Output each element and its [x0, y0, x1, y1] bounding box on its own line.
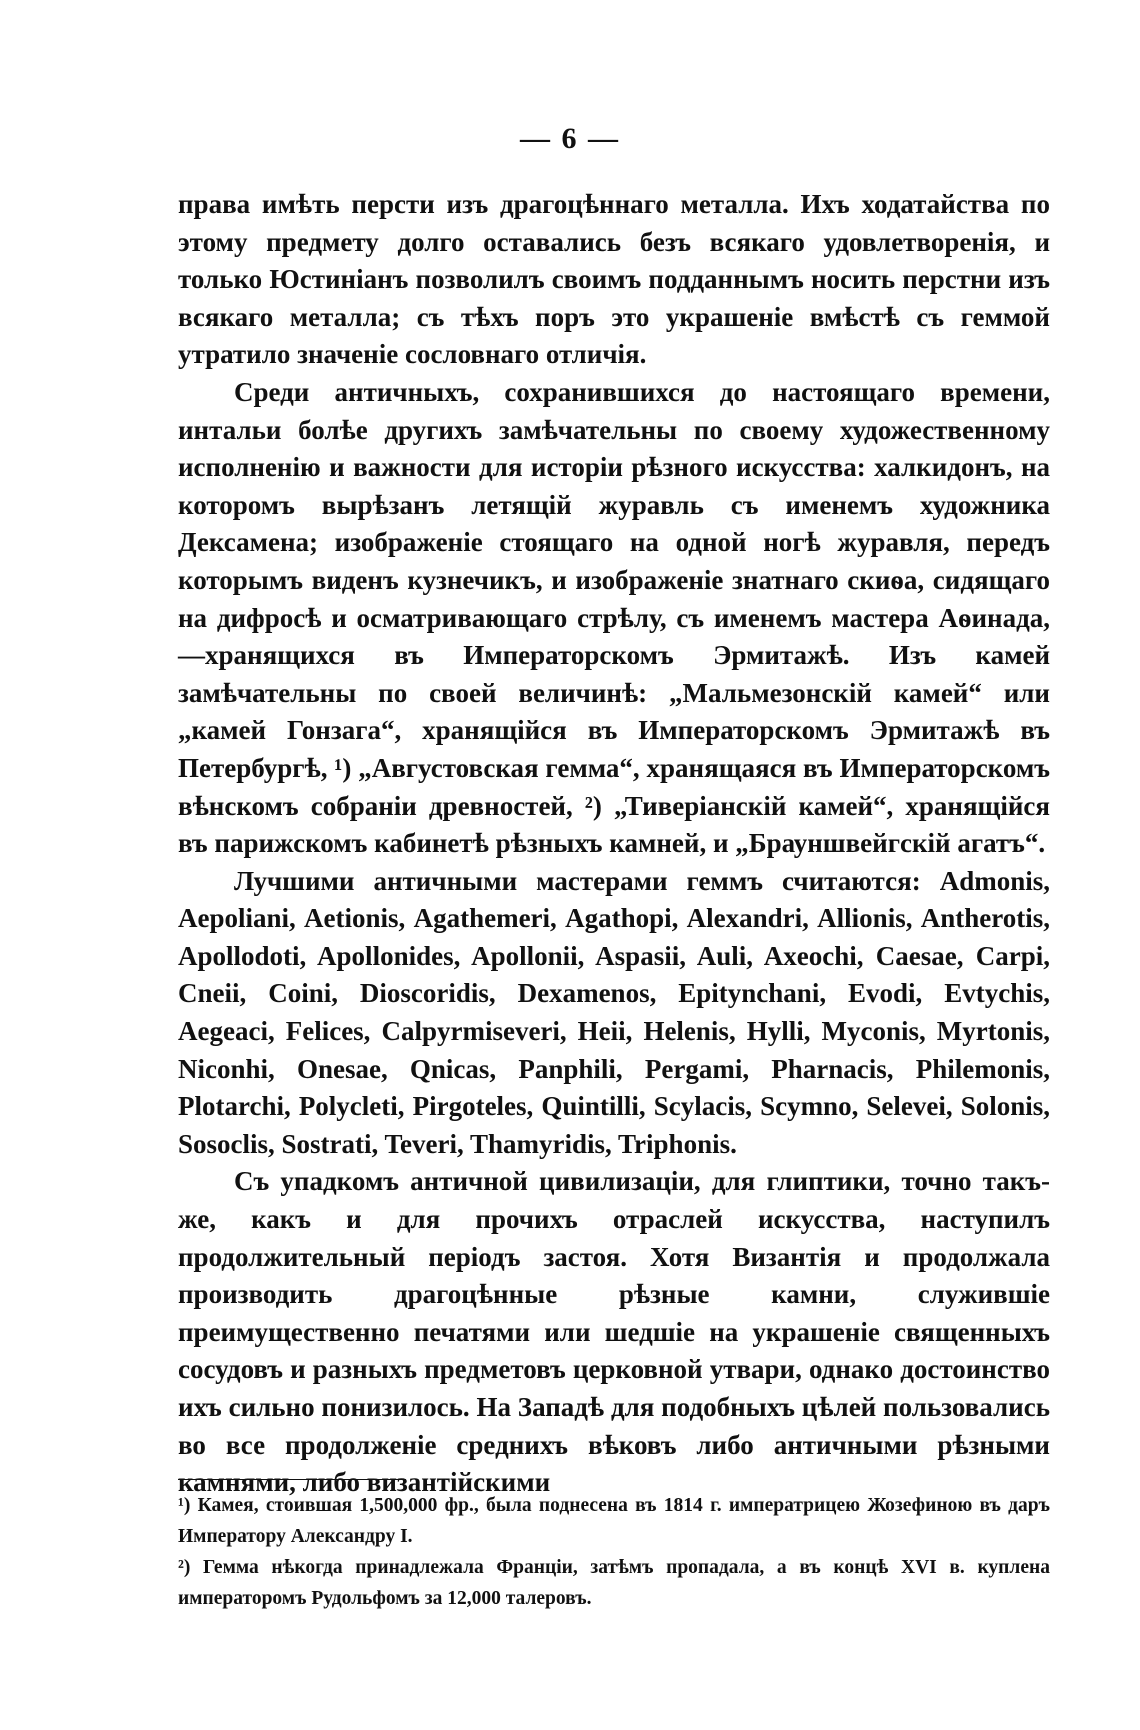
paragraph-1: права имѣть персти изъ драгоцѣннаго металла. Ихъ ходатайства по этому предмету долго оставались безъ всякаго удовлетворенія, и только Юстиніанъ позволилъ своимъ подданнымъ носить перстни изъ всякаго металла; съ тѣхъ поръ это украшеніе вмѣстѣ съ геммой утратило значеніе сословнаго отличія.	[178, 189, 1050, 370]
footnotes	[178, 1490, 1050, 1614]
page-number: — 6 —	[520, 122, 620, 155]
paragraph-3: Лучшими античными мастерами геммъ считаются: Admonis, Aepoliani, Aetionis, Agathemeri, Agathopi, Alexandri, Allionis, Antherotis, Apollodoti, Apollonides, Apollonii, Aspasii, Auli, Axeochi, Caesae, Carpi, Cneii, Coini, Dioscoridis, Dexamenos, Epitynchani, Evodi, Evtychis, Aegeaci, Felices, Calpyrmiseveri, Heii, Helenis, Hylli, Myconis, Myrtonis, Niconhi, Onesae, Qnicas, Panphili, Pergami, Pharnacis, Philemonis, Plotarchi, Polycleti, Pirgoteles, Quintilli, Scylacis, Scymno, Selevei, Solonis, Sosoclis, Sostrati, Teveri, Thamyridis, Triphonis.	[178, 865, 1050, 1159]
footnote-divider	[178, 1479, 406, 1480]
main-text	[178, 186, 1050, 1502]
paragraph-2: Среди античныхъ, сохранившихся до настоящаго времени, интальи болѣе другихъ замѣчательны по своему художественному исполненію и важности для исторіи рѣзного искусства: халкидонъ, на которомъ вырѣзанъ летящій журавль съ именемъ художника Дексамена; изображеніе стоящаго на одной ногѣ журавля, передъ которымъ виденъ кузнечикъ, и изображеніе знатнаго скиѳа, сидящаго на дифросѣ и осматривающаго стрѣлу, съ именемъ мастера Аѳинада,—хранящихся въ Императорскомъ Эрмитажѣ. Изъ камей замѣчательны по своей величинѣ: „Мальмезонскій камей“ или „камей Гонзага“, хранящійся въ Императорскомъ Эрмитажѣ въ Петербургѣ, ¹) „Августовская гемма“, хранящаяся въ Императорскомъ вѣнскомъ собраніи древностей, ²) „Тиверіанскій камей“, хранящійся въ парижскомъ кабинетѣ рѣзныхъ камней, и „Брауншвейгскій агатъ“.	[178, 376, 1050, 859]
footnote-1: ¹) Камея, стоившая 1,500,000 фр., была поднесена въ 1814 г. императрицею Жозефиною въ даръ Императору Александру I.	[178, 1495, 1050, 1547]
footnote-2: ²) Гемма нѣкогда принадлежала Франціи, затѣмъ пропадала, а въ концѣ XVI в. куплена императоромъ Рудольфомъ за 12,000 талеровъ.	[178, 1557, 1050, 1609]
paragraph-4: Съ упадкомъ античной цивилизаціи, для глиптики, точно такъ-же, какъ и для прочихъ отраслей искусства, наступилъ продолжительный періодъ застоя. Хотя Византія и продолжала производить драгоцѣнные рѣзные камни, служившіе преимущественно печатями или шедшіе на украшеніе священныхъ сосудовъ и разныхъ предметовъ церковной утвари, однако достоинство ихъ сильно понизилось. На Западѣ для подобныхъ цѣлей пользовались во все продолженіе среднихъ вѣковъ либо античными рѣзными камнями, либо византійскими	[178, 1166, 1050, 1498]
